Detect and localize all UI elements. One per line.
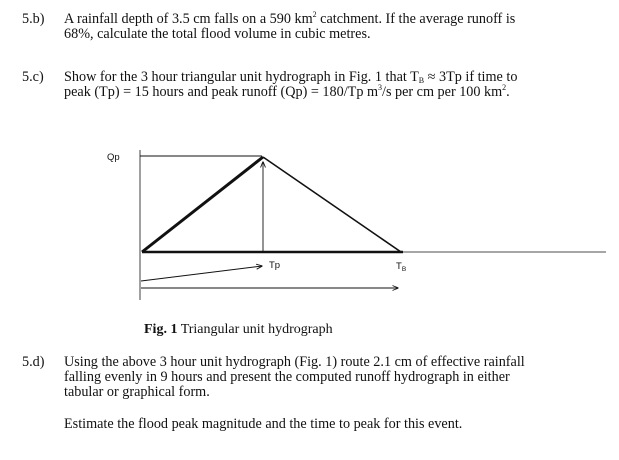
falling-limb — [263, 157, 401, 252]
m-cubed-superscript: 3 — [378, 83, 382, 92]
question-5c-line-1-tail: ≈ 3Tp if time to — [424, 69, 518, 85]
question-5c-line-2-end: . — [506, 84, 510, 100]
tp-label: Tp — [269, 260, 281, 271]
tb-label-sub: B — [401, 266, 407, 273]
question-5d-text — [64, 355, 612, 432]
question-5d — [22, 355, 612, 432]
question-5d-line-3: tabular or graphical form. — [64, 384, 210, 400]
question-5b-line-2: 68%, calculate the total flood volume in cubic metres. — [64, 26, 371, 42]
question-5d-line-2: falling evenly in 9 hours and present the computed runoff hydrograph in either — [64, 369, 510, 385]
figure-caption-number: Fig. 1 — [144, 322, 178, 337]
question-5b-line-1-tail: catchment. If the average runoff is — [316, 11, 516, 27]
question-5c-line-1-text: Show for the 3 hour triangular unit hydrograph in Fig. 1 that T — [64, 69, 419, 85]
question-5d-line-4: Estimate the flood peak magnitude and the time to peak for this event. — [64, 416, 463, 432]
figure-caption — [144, 322, 333, 338]
tp-dimension-arrow — [141, 266, 262, 281]
question-5c-number: 5.c) — [22, 69, 44, 85]
question-5d-line-1: Using the above 3 hour unit hydrograph (Fig. 1) route 2.1 cm of effective rainfall — [64, 354, 525, 370]
tb-label — [396, 261, 406, 273]
question-5d-number: 5.d) — [22, 354, 45, 370]
rising-limb — [142, 157, 263, 252]
question-5b-number: 5.b) — [22, 11, 45, 27]
question-5b-line-1-text: A rainfall depth of 3.5 cm falls on a 590 km — [64, 11, 313, 27]
question-5c-line-2-text: peak (Tp) = 15 hours and peak runoff (Qp) = 180/Tp m — [64, 84, 378, 100]
km-squared-superscript: 2 — [312, 10, 317, 19]
tb-label-main: T — [396, 261, 402, 272]
question-5c-line-2-mid: /s per cm per 100 km — [382, 84, 503, 100]
km-squared-superscript: 2 — [502, 83, 507, 92]
tb-subscript: B — [418, 76, 425, 85]
figure-caption-text: Triangular unit hydrograph — [177, 322, 333, 337]
qp-label: Qp — [107, 152, 120, 163]
